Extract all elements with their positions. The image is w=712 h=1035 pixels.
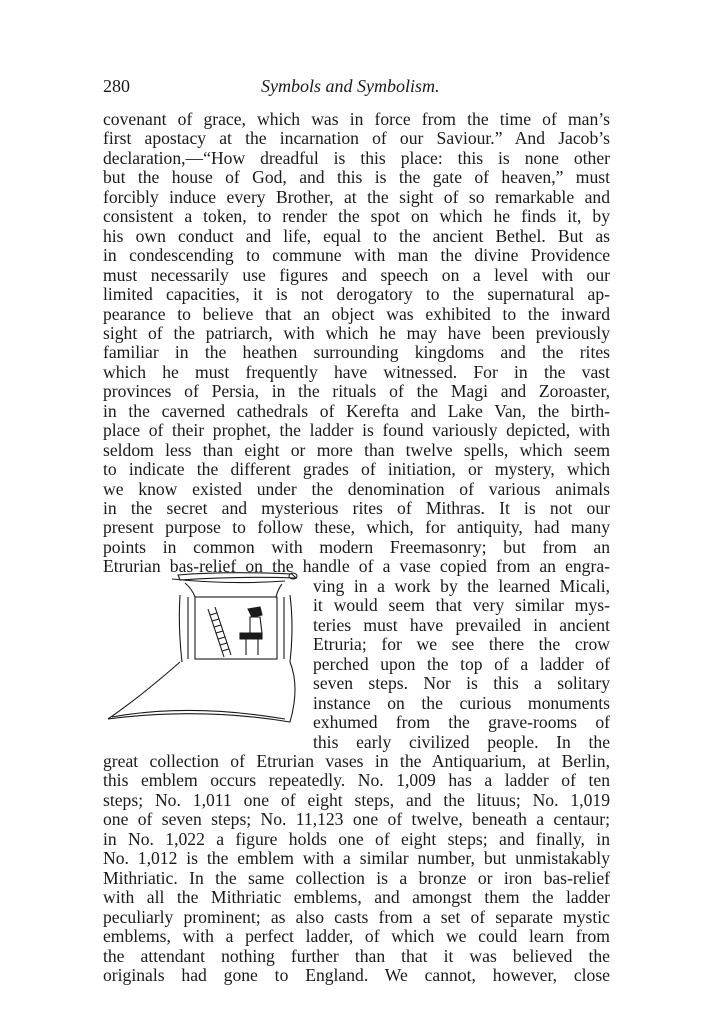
text-line: with all the Mithriatic emblems, and amongst them the ladder [103, 887, 610, 908]
text-line: seldom less than eight or more than twelve spells, which seem [103, 439, 610, 460]
text-line: pearance to believe that an object was exhibited to the inward [103, 303, 610, 324]
text-line: emblems, with a perfect ladder, of which we could learn from [103, 926, 610, 947]
seated-figure-icon [240, 607, 262, 655]
page-number: 280 [103, 76, 130, 96]
text-line: No. 1,012 is the emblem with a similar number, but unmistakably [103, 848, 610, 869]
text-line: teries must have prevailed in ancient [313, 614, 610, 635]
text-line: forcibly induce every Brother, at the sight of so remarkable and [103, 186, 610, 207]
text-line: this early civilized people. In the [313, 731, 610, 752]
text-line: present purpose to follow these, which, for antiquity, had many [103, 517, 610, 538]
text-line: in condescending to commune with man the divine Providence [103, 245, 610, 266]
text-line: his own conduct and life, equal to the ancient Bethel. But as [103, 225, 610, 246]
text-line: in the caverned cathedrals of Kerefta and Lake Van, the birth- [103, 400, 610, 421]
text-line: it would seem that very similar mys- [313, 595, 610, 616]
text-line: originals had gone to England. We cannot, however, close [103, 964, 610, 985]
text-line: Etrurian bas-relief on the handle of a vase copied from an engra- [103, 556, 610, 577]
text-line: sight of the patriarch, with which he may have been previously [103, 322, 610, 343]
text-line: in the secret and mysterious rites of Mithras. It is not our [103, 498, 610, 518]
text-line: Mithriatic. In the same collection is a bronze or iron bas-relief [103, 867, 610, 888]
text-line: in No. 1,022 a figure holds one of eight steps; and finally, in [103, 828, 610, 849]
text-line: seven steps. Nor is this a solitary [313, 673, 610, 694]
text-line: familiar in the heathen surrounding kingdoms and the rites [103, 342, 610, 363]
text-line: declaration,—“How dreadful is this place: this is none other [103, 147, 610, 168]
text-line: we know existed under the denomination of various animals [103, 478, 610, 499]
text-line: first apostacy at the incarnation of our Saviour.” And Jacob’s [103, 128, 610, 149]
text-line: steps; No. 1,011 one of eight steps, and the lituus; No. 1,019 [103, 789, 610, 810]
text-line: provinces of Persia, in the rituals of the Magi and Zoroaster, [103, 381, 610, 402]
ladder-icon [208, 607, 231, 657]
text-line: to indicate the different grades of initiation, or mystery, which [103, 459, 610, 480]
text-line: Etruria; for we see there the crow [313, 634, 610, 655]
text-line: one of seven steps; No. 11,123 one of twelve, beneath a centaur; [103, 809, 610, 830]
handle-top-bar [178, 573, 296, 580]
text-line: points in common with modern Freemasonry; but from an [103, 536, 610, 557]
text-line: place of their prophet, the ladder is found variously depicted, with [103, 420, 610, 441]
text-line: perched upon the top of a ladder of [313, 653, 610, 674]
text-line: but the house of God, and this is the gate of heaven,” must [103, 167, 610, 188]
relief-panel [195, 597, 277, 659]
text-line: peculiarly prominent; as also casts from a set of separate mystic [103, 906, 610, 927]
etrurian-bas-relief-illustration [100, 567, 305, 737]
text-line: must necessarily use figures and speech on a level with our [103, 264, 610, 285]
text-line: ving in a work by the learned Micali, [313, 576, 610, 596]
text-line: the attendant nothing further than that it was believed the [103, 945, 610, 966]
page-header [103, 76, 613, 100]
text-line: exhumed from the grave-rooms of [313, 712, 610, 733]
text-line: covenant of grace, which was in force from the time of man’s [103, 109, 610, 129]
text-line: consistent a token, to render the spot on which he finds it, by [103, 206, 610, 227]
running-title: Symbols and Symbolism. [261, 76, 440, 96]
text-line: which he must frequently have witnessed. For in the vast [103, 361, 610, 382]
text-line: limited capacities, it is not derogatory to the supernatural ap- [103, 284, 610, 305]
text-line: this emblem occurs repeatedly. No. 1,009 has a ladder of ten [103, 770, 610, 791]
text-line: great collection of Etrurian vases in the Antiquarium, at Berlin, [103, 751, 610, 771]
text-line: instance on the curious monuments [313, 692, 610, 713]
